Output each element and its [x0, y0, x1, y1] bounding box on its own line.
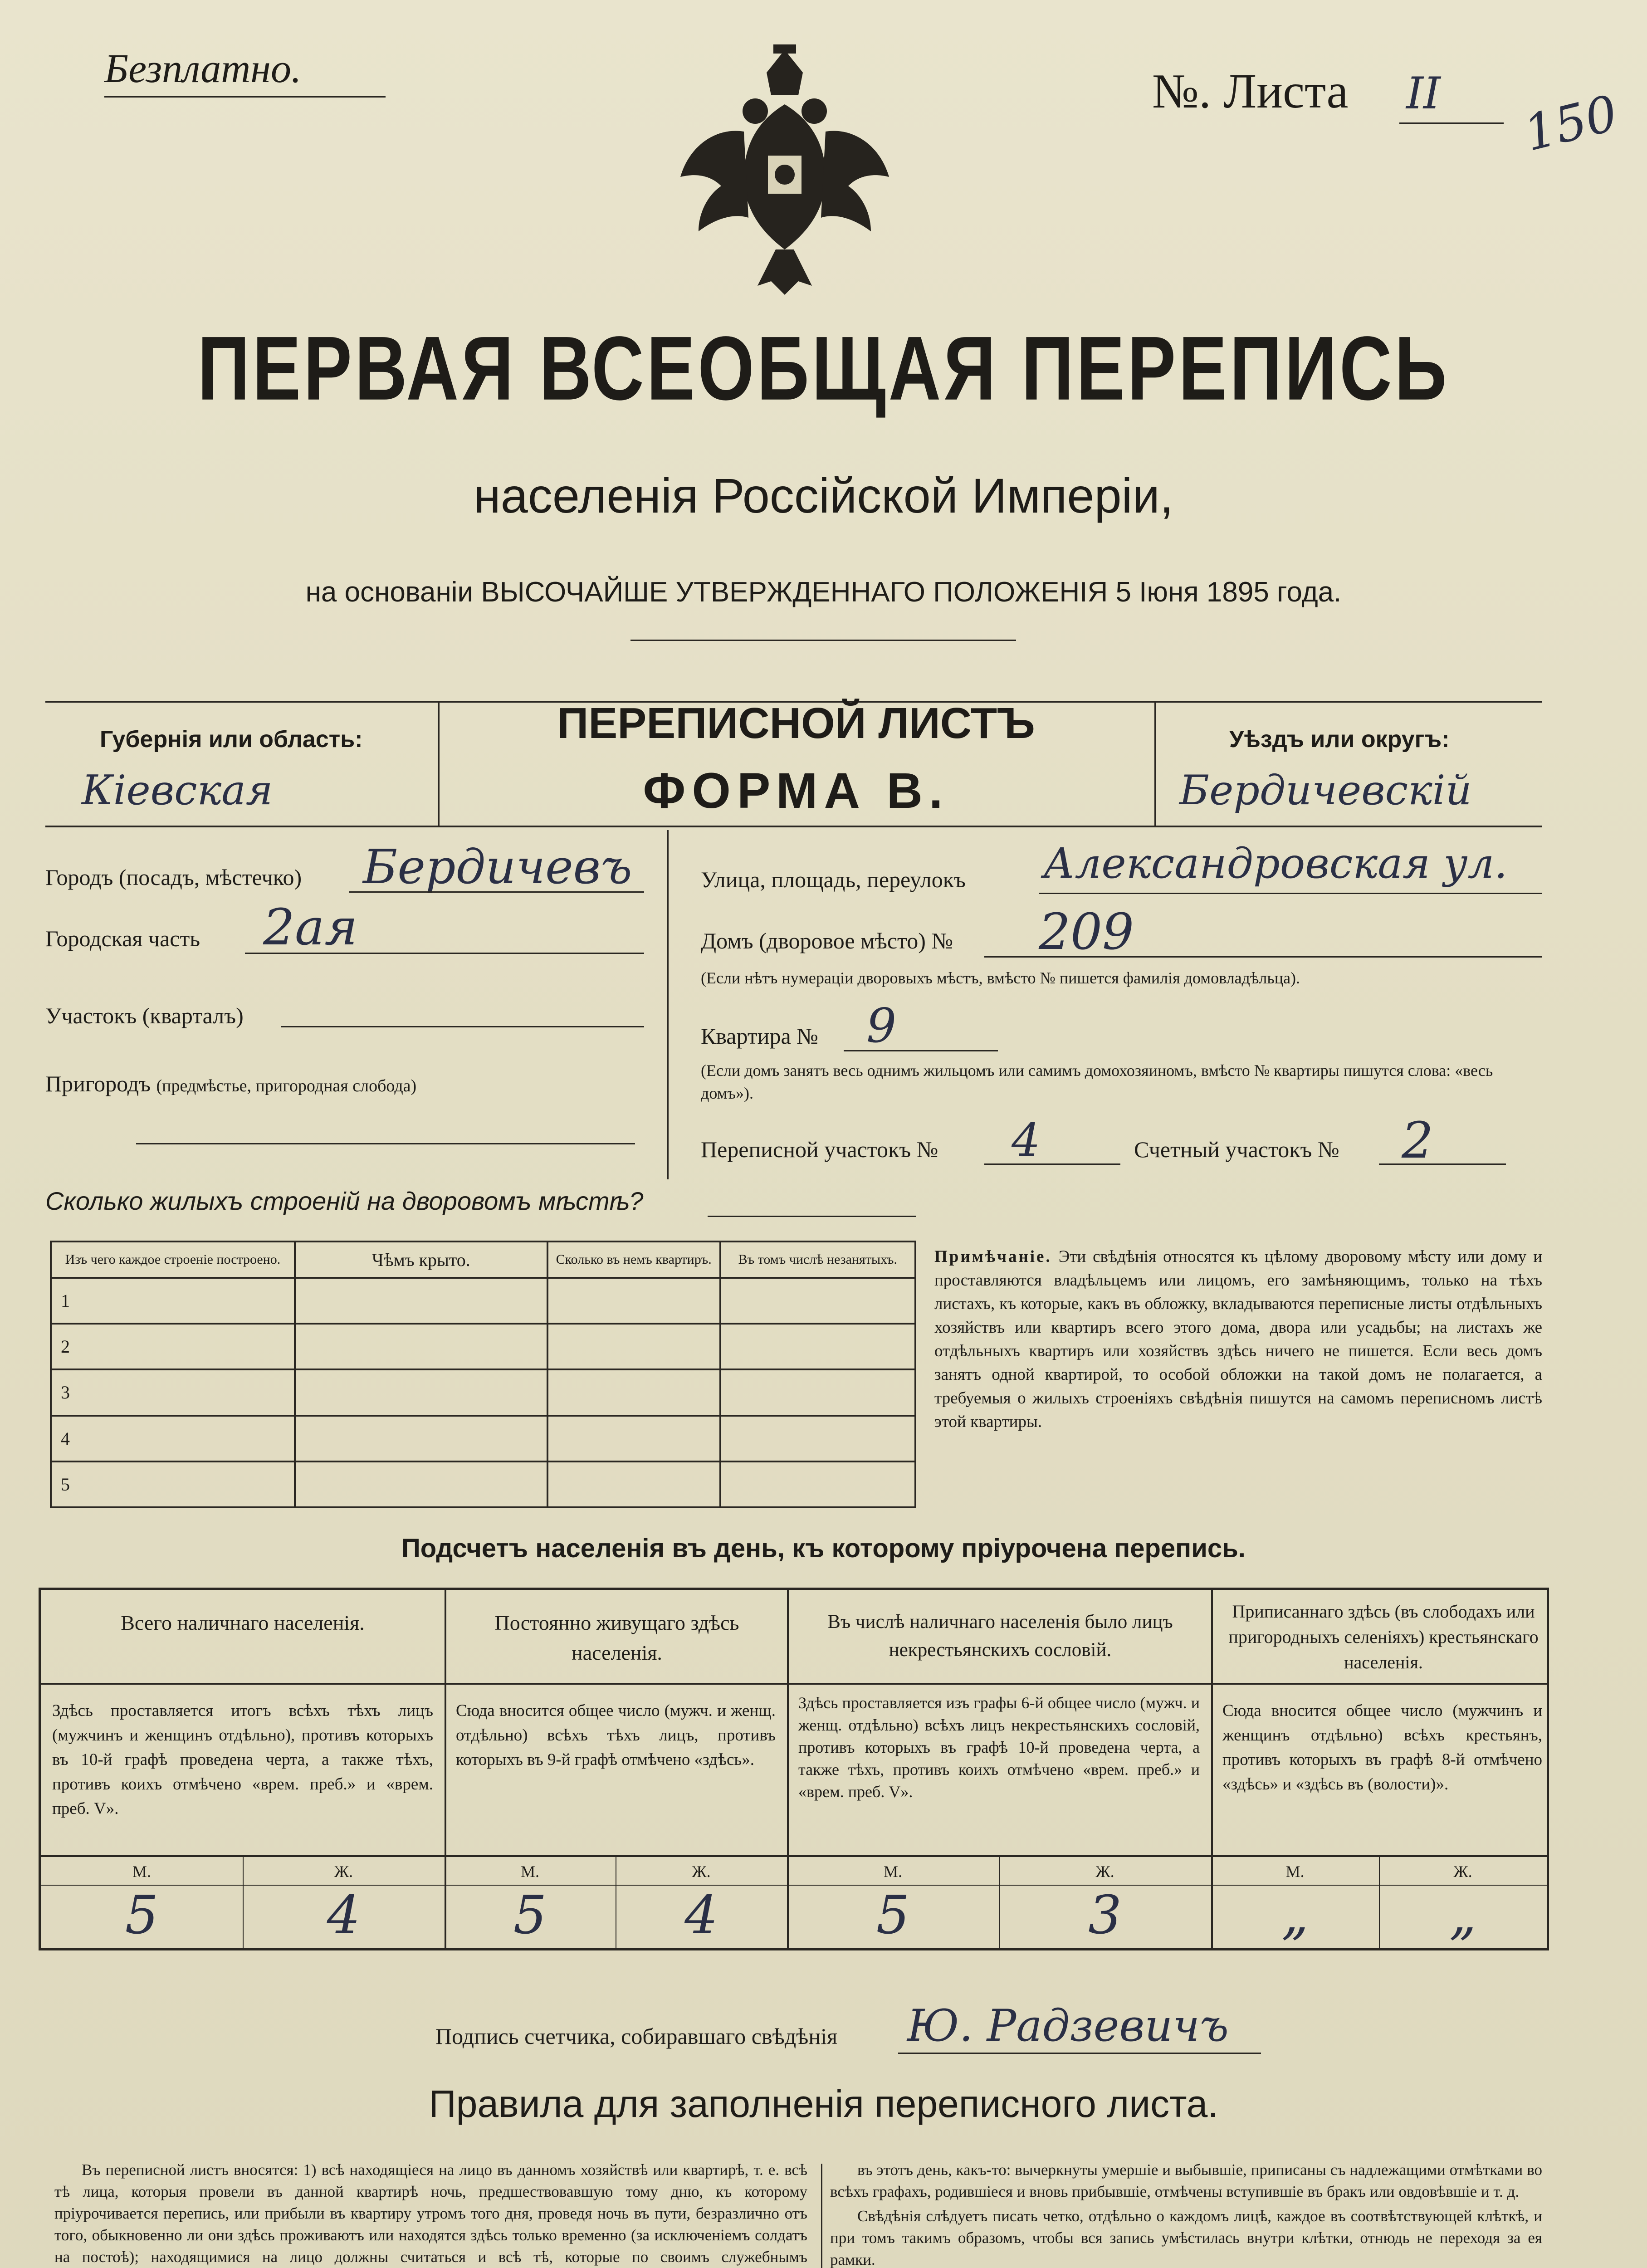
count-col3-title: Въ числѣ наличнаго населенія было лицъ некрестьянскихъ сословій.: [827, 1611, 1173, 1661]
guberniya-label: Губернія или область:: [100, 726, 363, 753]
apartment-label: Квартира №: [701, 1023, 818, 1049]
count-heading: Подсчетъ населенія въ день, къ которому пріурочена перепись.: [401, 1534, 1246, 1563]
count-col3-f-label: Ж.: [1095, 1862, 1114, 1881]
form-subtitle: ФОРМА В.: [643, 763, 949, 819]
rules-right-paragraph: Свѣдѣнія слѣдуетъ писать четко, отдѣльно о каждомъ лицѣ, каждое въ соотвѣтствующей клѣткѣ, и при томъ такимъ образомъ, чтобы вся запись умѣстилась внутри клѣтки, отнюдь не переходя за ея рамки.: [830, 2207, 1542, 2268]
buildings-row-number: 5: [51, 1461, 295, 1507]
city-value: Бердичевъ: [363, 839, 632, 894]
apartment-value: 9: [866, 998, 897, 1053]
subtitle: населенія Россійской Имперіи,: [474, 468, 1173, 523]
district-value: 2ая: [263, 898, 358, 956]
buildings-header-apartments: Сколько въ немъ квартиръ.: [547, 1242, 720, 1278]
count-col1-m-value: 5: [125, 1885, 159, 1946]
buildings-row-number: 3: [51, 1369, 295, 1415]
buildings-header-material: Изъ чего каждое строеніе построено.: [51, 1242, 295, 1278]
city-label: Городъ (посадъ, мѣстечко): [45, 865, 302, 890]
count-col4-m-value: „: [1281, 1885, 1309, 1946]
count-col1-m-label: М.: [132, 1862, 151, 1881]
rules-left-paragraph: Въ переписной листъ вносятся: 1) всѣ находящіеся на лицо въ данномъ хозяйствѣ или квартирѣ, т. е. всѣ тѣ лица, которыя провели въ данной квартирѣ ночь, предшествовавшую тому дню, къ которому пріурочивается перепись, или прибыли въ квартиру утромъ того дня, проведя ночь въ пути, безразлично отъ того, обыкновенно ли они здѣсь проживаютъ или находятся здѣсь только временно (за исключеніемъ солдатъ на постоѣ); находящимися на лицо должны считаться и всѣ тѣ, которые по своимъ служебнымъ: [54, 2161, 807, 2266]
uezd-label: Уѣздъ или округъ:: [1229, 726, 1450, 753]
rules-heading: Правила для заполненія переписного листа.: [429, 2082, 1218, 2125]
count-col2-m-label: М.: [520, 1862, 539, 1881]
imperial-eagle-emblem: [680, 41, 889, 295]
suburb-label-text: Пригородъ: [45, 1071, 151, 1096]
buildings-table: [50, 1241, 916, 1508]
signature-value: Ю. Радзевичъ: [907, 2000, 1229, 2051]
count-col1-f-label: Ж.: [334, 1862, 353, 1881]
count-col4-desc: Сюда вносится общее число (мужчинъ и женщинъ отдѣльно) всѣхъ крестьянъ, противъ которыхъ въ графѣ 8-й отмѣчено «здѣсь» и «здѣсь въ (волости)».: [1222, 1701, 1542, 1794]
uezd-value: Бердичевскій: [1179, 767, 1472, 814]
main-title: ПЕРВАЯ ВСЕОБЩАЯ ПЕРЕПИСЬ: [197, 317, 1450, 419]
street-label: Улица, площадь, переулокъ: [701, 867, 966, 892]
count-area-value: 2: [1402, 1111, 1433, 1169]
count-col2-desc: Сюда вносится общее число (мужч. и женщ. отдѣльно) всѣхъ тѣхъ лицъ, противъ которыхъ въ 9-й графѣ отмѣчено «здѣсь».: [456, 1701, 776, 1769]
margin-number: 150: [1518, 84, 1623, 163]
house-label: Домъ (дворовое мѣсто) №: [701, 928, 953, 953]
buildings-question: Сколько жилыхъ строеній на дворовомъ мѣстѣ?: [45, 1187, 644, 1215]
count-col4-title: Приписаннаго здѣсь (въ слободахъ или пригородныхъ селеніяхъ) крестьянскаго населенія.: [1228, 1601, 1539, 1672]
count-col2-title: Постоянно живущаго здѣсь населенія.: [494, 1611, 739, 1664]
precinct-label: Участокъ (кварталъ): [45, 1003, 244, 1028]
count-col2-m-value: 5: [513, 1885, 547, 1946]
house-note: (Если нѣтъ нумераціи дворовыхъ мѣстъ, вмѣсто № пишется фамилія домовладѣльца).: [701, 969, 1300, 987]
district-label: Городская часть: [45, 926, 200, 951]
count-col4-f-label: Ж.: [1453, 1862, 1472, 1881]
rules-left-column: [54, 2159, 807, 2268]
sheet-number-label: №. Листа: [1152, 64, 1349, 118]
count-col4-f-value: „: [1449, 1885, 1477, 1946]
note-text: Эти свѣдѣнія относятся къ цѣлому дворовому мѣсту или дому и проставляются владѣльцемъ или лицомъ, его замѣняющимъ, только на тѣхъ листахъ, къ которые, какъ въ обложку, вкладываются переписные листы отдѣльныхъ хозяйствъ или квартиръ всего этого дома, двора или усадьбы; на листахъ же отдѣльныхъ квартиръ или хозяйствъ здѣсь ничего не пишется. Если весь домъ занятъ одной квартирой, то особой обложки на такой домъ не полагается, а требуемыя о жилыхъ строеніяхъ свѣдѣнія пишутся на самомъ переписномъ листѣ этой квартиры.: [934, 1247, 1542, 1431]
buildings-header-vacant: Въ томъ числѣ незанятыхъ.: [720, 1242, 915, 1278]
free-label: Безплатно.: [104, 46, 302, 91]
rules-right-paragraph: въ этотъ день, какъ-то: вычеркнуты умершіе и выбывшіе, приписаны съ надлежащими отмѣтками во всѣхъ графахъ, родившіеся и вновь прибывшіе, отмѣчены вступившіе въ бракъ или овдовѣвшіе и т. д.: [830, 2161, 1542, 2200]
legal-basis: на основаніи ВЫСОЧАЙШЕ УТВЕРЖДЕННАГО ПОЛОЖЕНІЯ 5 Іюня 1895 года.: [305, 577, 1342, 608]
count-col3-f-value: 3: [1088, 1885, 1122, 1946]
census-area-value: 4: [1012, 1114, 1041, 1167]
census-area-label: Переписной участокъ №: [701, 1137, 938, 1162]
suburb-label: [45, 1070, 416, 1097]
count-col3-m-label: М.: [883, 1862, 902, 1881]
street-value: Александровская ул.: [1043, 839, 1508, 888]
count-col1-f-value: 4: [327, 1885, 361, 1946]
count-col2-f-label: Ж.: [692, 1862, 711, 1881]
count-table: [39, 1588, 1549, 1950]
rules-right-column: [830, 2159, 1542, 2268]
buildings-row-number: 2: [51, 1324, 295, 1369]
note-block: [934, 1245, 1542, 1434]
count-col1-title: Всего наличнаго населенія.: [121, 1611, 365, 1634]
buildings-header-roof: Чѣмъ крыто.: [295, 1242, 547, 1278]
suburb-note: (предмѣстье, пригородная слобода): [156, 1076, 417, 1095]
sheet-number-value: II: [1406, 68, 1441, 119]
count-col2-f-value: 4: [684, 1885, 718, 1946]
count-col4-m-label: М.: [1285, 1862, 1305, 1881]
guberniya-value: Кіевская: [82, 767, 273, 814]
count-col3-desc: Здѣсь проставляется изъ графы 6-й общее число (мужч. и женщ. отдѣльно) всѣхъ лицъ некрестьянскихъ сословій, противъ которыхъ въ графѣ 10-й проведена черта, а также тѣхъ, противъ коихъ отмѣчено «врем. преб.» и «врем. преб. V».: [798, 1694, 1200, 1801]
buildings-row-number: 4: [51, 1416, 295, 1461]
form-title: ПЕРЕПИСНОЙ ЛИСТЪ: [557, 699, 1035, 748]
count-col3-m-value: 5: [876, 1885, 910, 1946]
count-col1-desc: Здѣсь проставляется итогъ всѣхъ тѣхъ лицъ (мужчинъ и женщинъ отдѣльно), противъ которыхъ въ 10-й графѣ проведена черта, а также тѣхъ, противъ коихъ отмѣчено «врем. преб.» и «врем. преб. V».: [52, 1701, 433, 1818]
apartment-note: (Если домъ занятъ весь однимъ жильцомъ или самимъ домохозяиномъ, вмѣсто № квартиры пишутся слова: «весь домъ»).: [701, 1061, 1493, 1102]
buildings-row-number: 1: [51, 1278, 295, 1324]
note-heading: Примѣчаніе.: [934, 1247, 1052, 1266]
count-area-label: Счетный участокъ №: [1134, 1137, 1339, 1162]
house-value: 209: [1039, 903, 1134, 961]
signature-label: Подпись счетчика, собиравшаго свѣдѣнія: [435, 2024, 837, 2049]
